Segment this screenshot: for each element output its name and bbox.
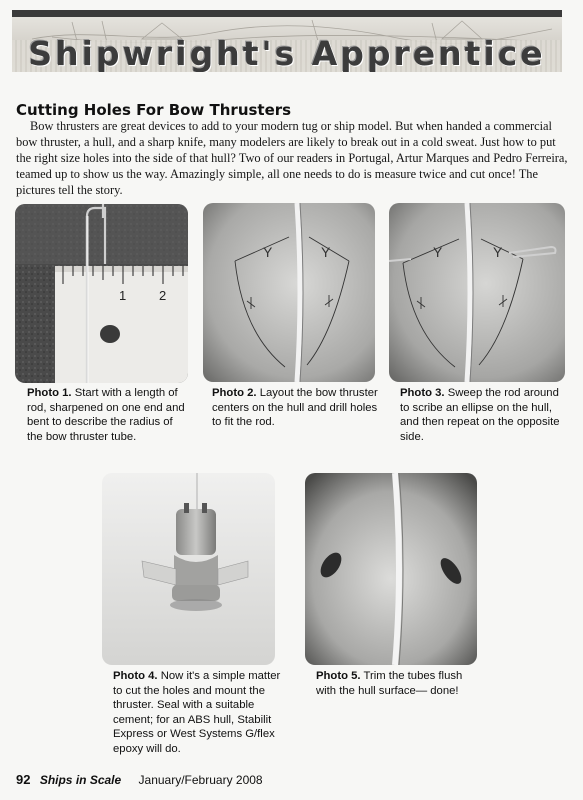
issue-date: January/February 2008: [138, 773, 263, 787]
photo-3-scribe-ellipse: [389, 203, 565, 382]
masthead-banner: [12, 10, 562, 72]
article-intro: Bow thrusters are great devices to add to your modern tug or ship model. But when handed a commercial bow thruster, a hull, and a sharp knife, many modelers are likely to break out in a cold sweat. Just how to put the right size holes into the side of that hull? Two of our readers in Portugal, Artur Marques and Pedro Ferreira, teamed up to show us the way. Amazingly simple, all one needs to do is measure twice and cut once! The pictures tell the story.: [16, 119, 568, 197]
article-title: Cutting Holes For Bow Thrusters: [16, 101, 292, 119]
photo-3-caption-text: Sweep the rod around to scribe an ellipse on the hull, and then repeat on the opposite side.: [400, 387, 560, 443]
photo-4-image: [102, 473, 275, 665]
photo-5-caption-text: Trim the tubes flush with the hull surface— done!: [316, 670, 463, 697]
photo-3-hull-mark-right: Y: [493, 244, 503, 260]
banner-top-rule: [12, 10, 562, 17]
photo-3-caption-label: Photo 3.: [400, 387, 445, 399]
banner-title: Shipwright's Apprentice: [28, 34, 546, 72]
photo-1-image: [15, 204, 188, 383]
photo-1-rod-and-ruler: [15, 204, 188, 383]
photo-5-trimmed-tubes: [305, 473, 477, 665]
page-footer: [16, 772, 263, 787]
photo-3-image: [389, 203, 565, 382]
photo-4-mounted-thruster: [102, 473, 275, 665]
magazine-name: Ships in Scale: [39, 773, 122, 787]
photo-1-caption: [27, 386, 187, 444]
photo-2-hull-mark-left: Y: [263, 244, 273, 260]
ruler-mark-2: 2: [159, 288, 167, 303]
photo-4-caption-label: Photo 4.: [113, 670, 158, 682]
photo-2-hull-mark-right: Y: [321, 244, 331, 260]
photo-2-image: [203, 203, 375, 382]
ruler-mark-1: 1: [119, 288, 127, 303]
photo-1-caption-label: Photo 1.: [27, 387, 72, 399]
photo-5-image: [305, 473, 477, 665]
photo-2-caption-text: Layout the bow thruster centers on the hull and drill holes to fit the rod.: [212, 387, 378, 429]
photo-5-caption-label: Photo 5.: [316, 670, 361, 682]
photo-2-caption: [212, 386, 378, 430]
photo-3-hull-mark-left: Y: [433, 244, 443, 260]
photo-3-caption: [400, 386, 570, 444]
photo-5-caption: [316, 669, 482, 698]
photo-4-caption: [113, 669, 283, 757]
photo-1-caption-text: Start with a length of rod, sharpened on one end and bent to describe the radius of the bow thruster tube.: [27, 387, 185, 443]
photo-2-caption-label: Photo 2.: [212, 387, 257, 399]
page-number: 92: [16, 772, 31, 787]
photo-4-caption-text: Now it's a simple matter to cut the holes and mount the thruster. Seal with a suitable cement; for an ABS hull, Stabilit Express or West Systems G/flex epoxy will do.: [113, 670, 281, 755]
photo-2-hull-layout: [203, 203, 375, 382]
